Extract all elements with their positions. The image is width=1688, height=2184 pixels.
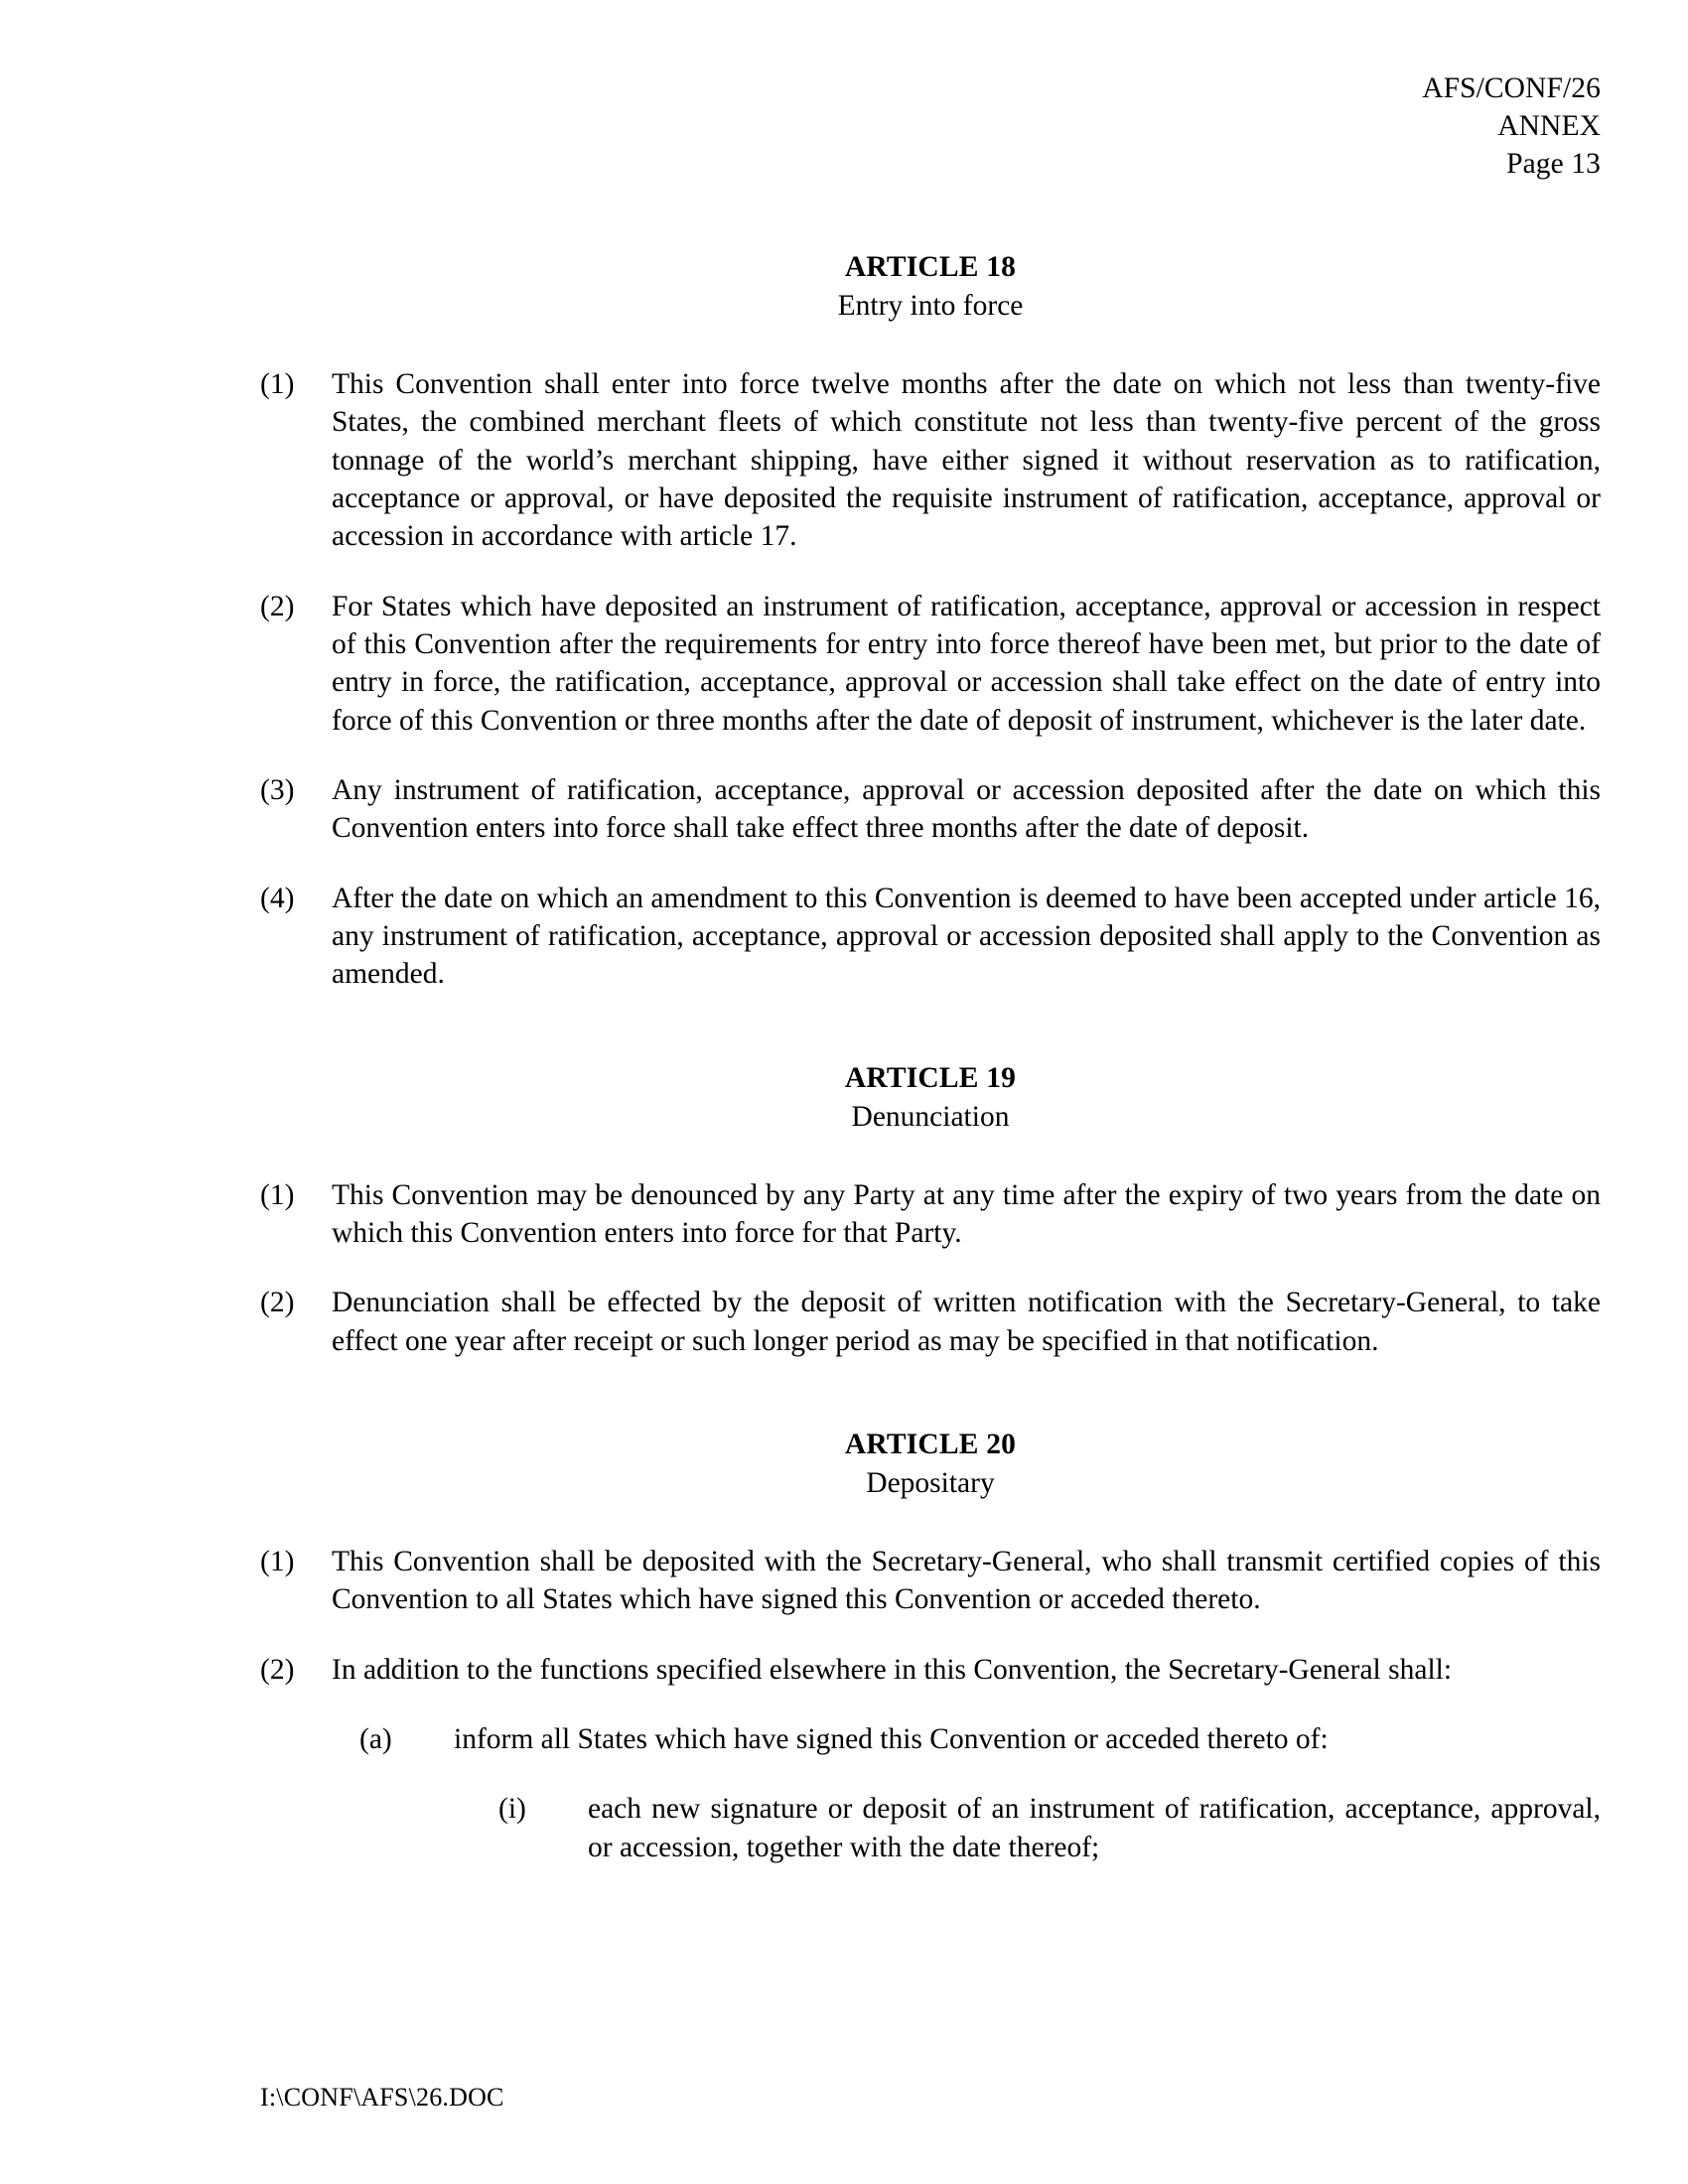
article-heading-19 — [260, 1059, 1601, 1137]
paragraph-18-4-text: After the date on which an amendment to this Convention is deemed to have been accepted under article 16, any instrument of ratification, acceptance, approval or accession deposited shall apply to the Convention as amended. — [332, 882, 1601, 991]
article-18-subtitle: Entry into force — [837, 290, 1024, 323]
paragraph-18-2-text: For States which have deposited an instrument of ratification, acceptance, approval or accession in respect of this Convention after the requirements for entry into force thereof have been met, but prior to the date of entry in force, the ratification, acceptance, approval or accession shall take effect on the date of entry into force of this Convention or three months after the date of deposit of instrument, whichever is the later date. — [332, 590, 1601, 737]
paragraph-18-3 — [260, 771, 1601, 848]
paragraph-18-1-number: (1) — [260, 368, 295, 401]
article-20-subtitle: Depositary — [866, 1467, 995, 1500]
paragraph-20-2 — [260, 1651, 1601, 1689]
paragraph-18-4-number: (4) — [260, 882, 295, 914]
subitem-20-2-a-i-number: (i) — [498, 1793, 526, 1826]
paragraph-19-1-text: This Convention may be denounced by any Party at any time after the expiry of two years from the date on which this Convention enters into force for that Party. — [332, 1178, 1601, 1250]
paragraph-19-2 — [260, 1284, 1601, 1360]
document-footer-file-path: I:\CONF\AFS\26.DOC — [260, 2082, 504, 2112]
header-page-number: Page 13 — [1506, 148, 1601, 181]
document-header — [260, 69, 1601, 183]
subitem-20-2-a-number: (a) — [359, 1722, 392, 1755]
article-heading-20 — [260, 1426, 1601, 1503]
paragraph-18-1 — [260, 365, 1601, 556]
header-annex-label: ANNEX — [1497, 110, 1601, 143]
paragraph-20-1-number: (1) — [260, 1545, 295, 1577]
paragraph-18-3-number: (3) — [260, 774, 295, 807]
paragraph-20-2-number: (2) — [260, 1653, 295, 1686]
subitem-20-2-a-i — [498, 1790, 1601, 1866]
article-heading-18 — [260, 248, 1601, 326]
paragraph-19-2-number: (2) — [260, 1287, 295, 1319]
paragraph-19-1 — [260, 1176, 1601, 1253]
paragraph-18-4 — [260, 880, 1601, 994]
paragraph-18-2 — [260, 588, 1601, 740]
paragraph-19-1-number: (1) — [260, 1178, 295, 1211]
paragraph-19-2-text: Denunciation shall be effected by the deposit of written notification with the Secretary-General, to take effect one year after receipt or such longer period as may be specified in that notification. — [332, 1287, 1601, 1357]
paragraph-18-2-number: (2) — [260, 590, 295, 622]
paragraph-18-3-text: Any instrument of ratification, acceptance, approval or accession deposited after the date on which this Convention enters into force shall take effect three months after the date of deposit. — [332, 774, 1601, 845]
article-19-subtitle: Denunciation — [851, 1100, 1010, 1133]
article-20-title: ARTICLE 20 — [844, 1429, 1017, 1461]
header-doc-symbol: AFS/CONF/26 — [1422, 72, 1601, 104]
article-19-title: ARTICLE 19 — [844, 1061, 1017, 1094]
paragraph-20-2-text: In addition to the functions specified elsewhere in this Convention, the Secretary-General shall: — [332, 1653, 1453, 1686]
subitem-20-2-a-i-text: each new signature or deposit of an instrument of ratification, acceptance, approval, or accession, together with the date thereof; — [588, 1793, 1601, 1863]
subitem-20-2-a — [359, 1720, 1601, 1758]
paragraph-20-1-text: This Convention shall be deposited with the Secretary-General, who shall transmit certified copies of this Convention to all States which have signed this Convention or acceded thereto. — [332, 1545, 1601, 1616]
subitem-20-2-a-text: inform all States which have signed this Convention or acceded thereto of: — [454, 1722, 1329, 1755]
paragraph-20-1 — [260, 1543, 1601, 1619]
article-18-title: ARTICLE 18 — [844, 251, 1017, 284]
paragraph-18-1-text: This Convention shall enter into force twelve months after the date on which not less than twenty-five States, the combined merchant fleets of which constitute not less than twenty-five percent of the gross tonnage of the world’s merchant shipping, have either signed it without reservation as to ratification, acceptance or approval, or have deposited the requisite instrument of ratification, acceptance, approval or accession in accordance with article 17. — [332, 368, 1601, 553]
